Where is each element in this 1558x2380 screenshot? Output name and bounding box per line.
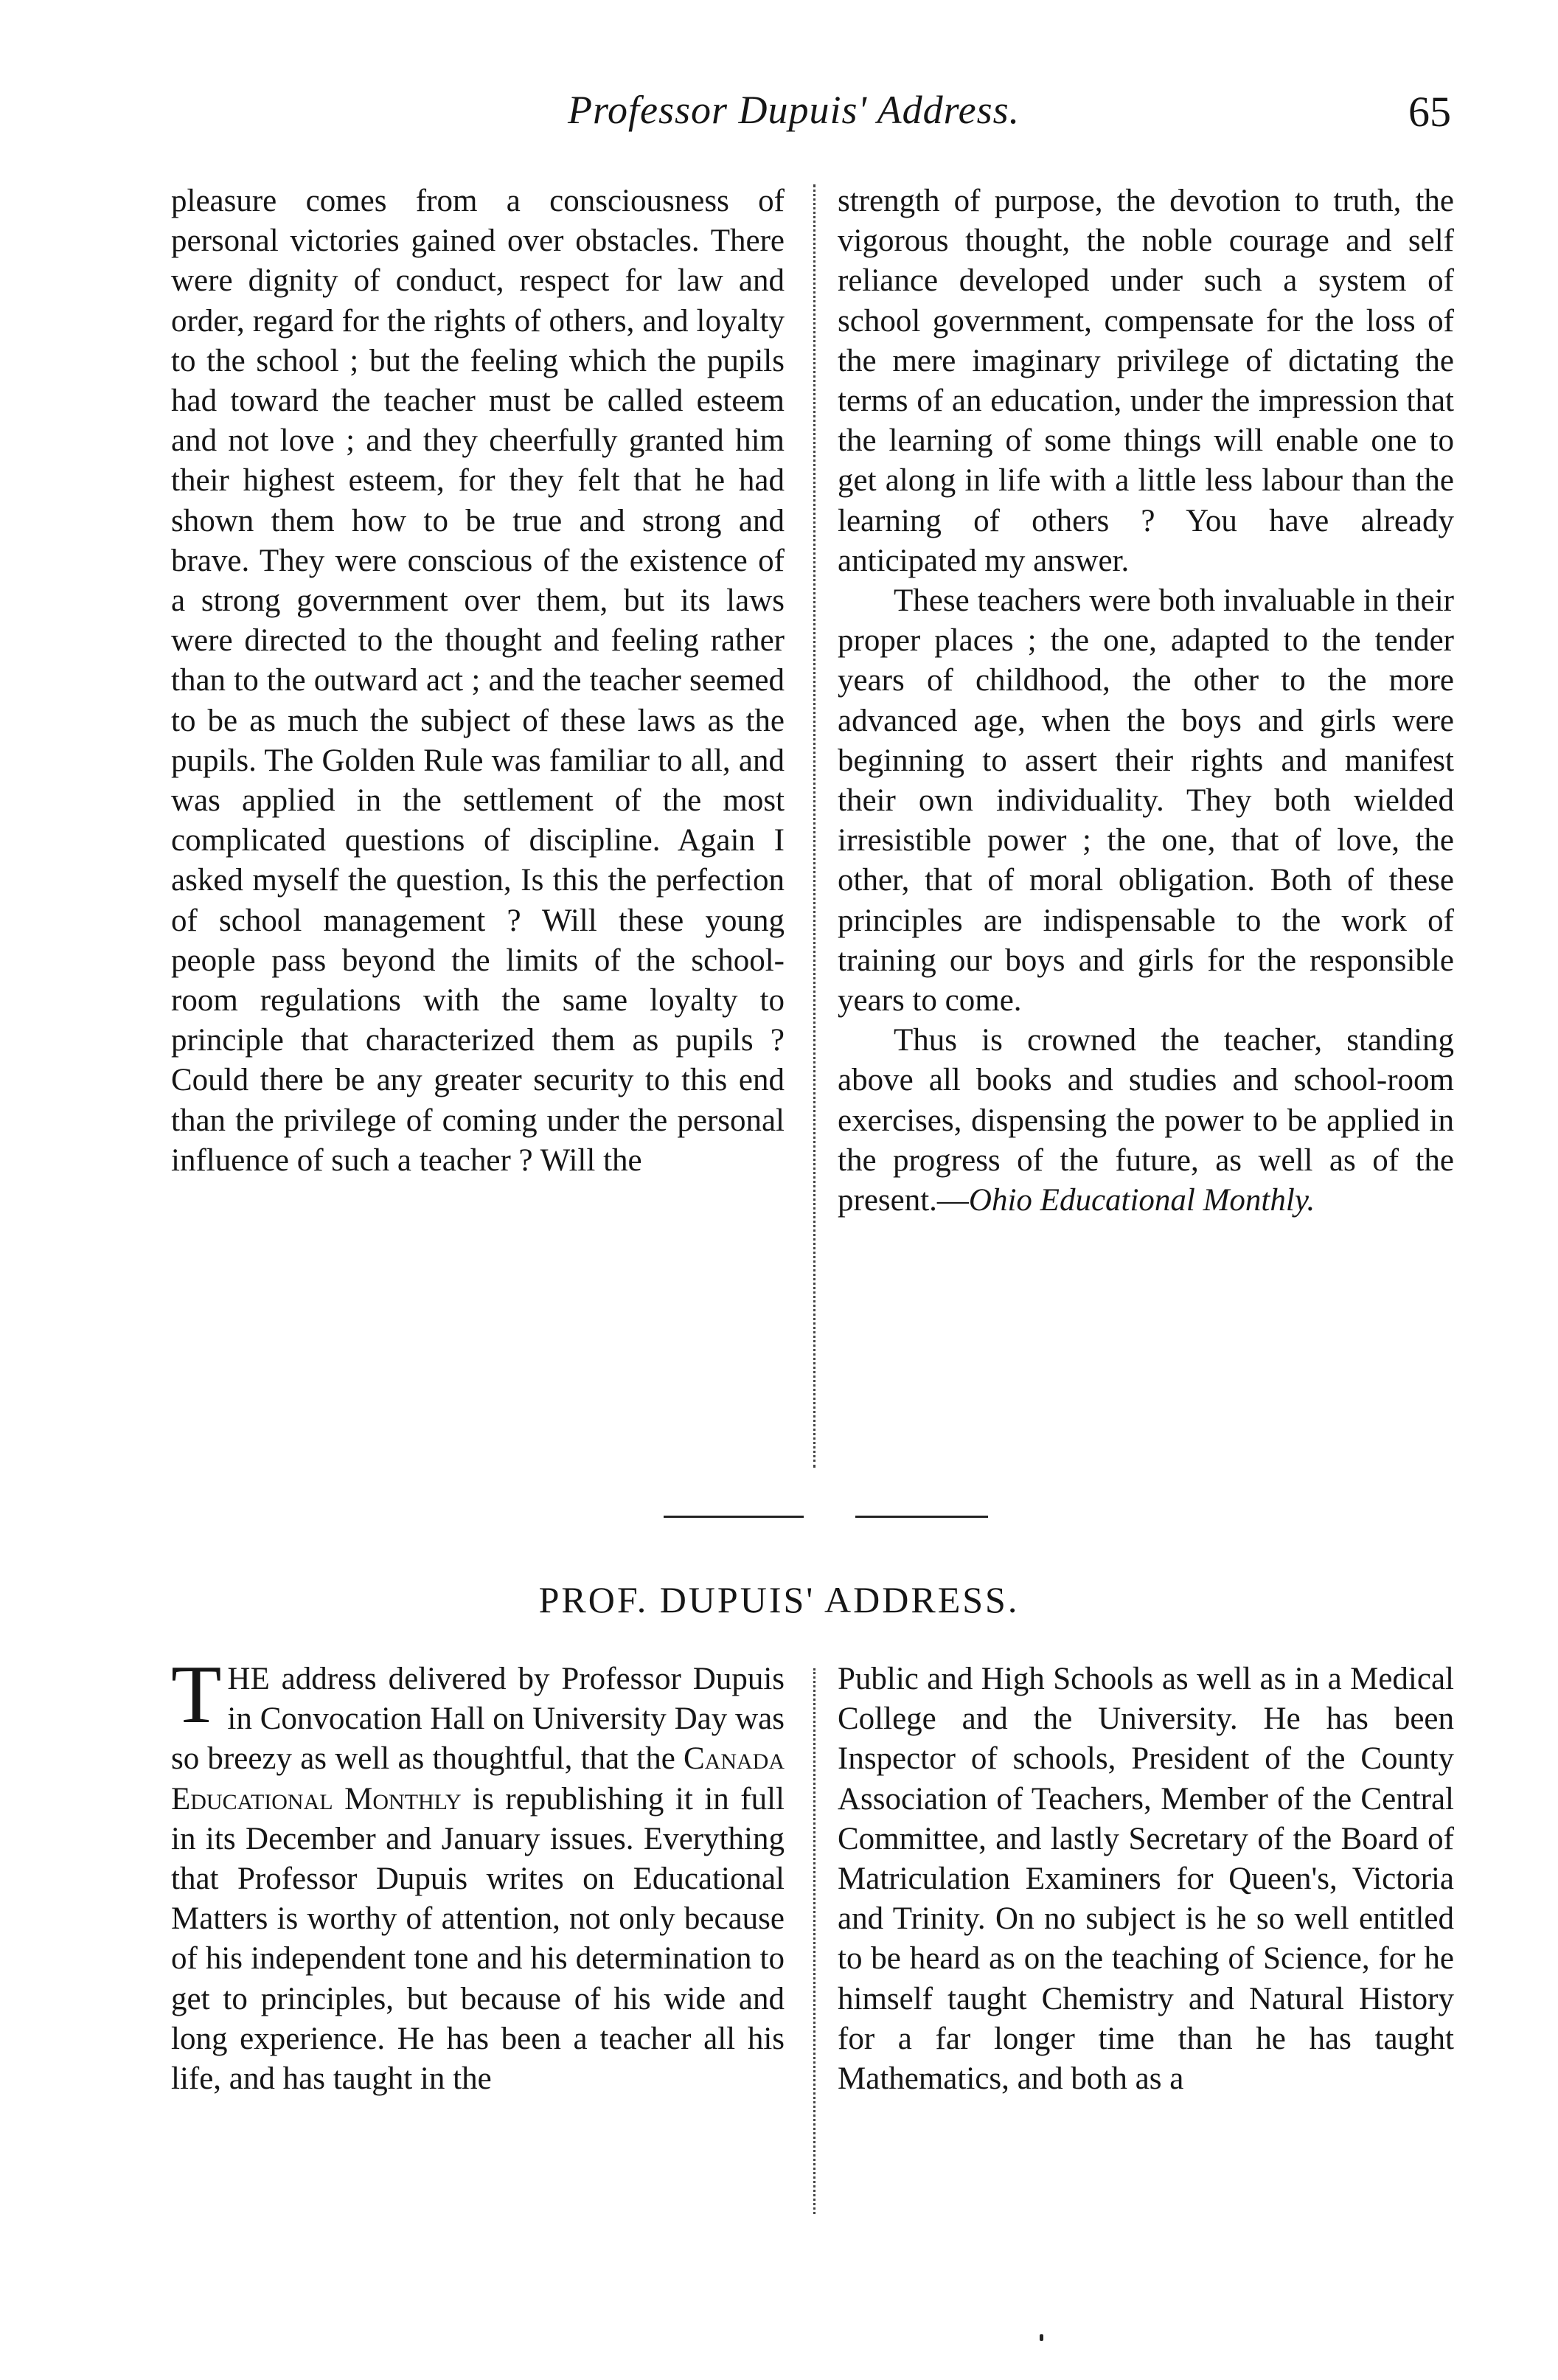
new-article-right-column [838, 1659, 1454, 2220]
paragraph-text: is republishing it in full in its December and January issues. Everything that Professor Dupuis writes on Educational Matters is worthy of attention, not only because of his independent tone and his determination to get to principles, but because of his wide and long experience. He has been a teacher all his life, and has taught in the [171, 1781, 785, 2097]
section-separator [664, 1516, 988, 1524]
running-title: Professor Dupuis' Address. [568, 88, 1020, 132]
drop-cap: T [171, 1649, 222, 1741]
continued-article-left-column [171, 181, 785, 1479]
closing-paragraph [838, 1021, 1454, 1221]
new-article-left-column [171, 1649, 785, 2220]
source-citation: Ohio Educational Monthly. [968, 1183, 1315, 1218]
column-divider [813, 184, 815, 1468]
paragraph: pleasure comes from a consciousness of personal victories gained over obstacles. There were dignity of conduct, respect for law and order, regard for the rights of others, and loyalty to the school ; but the feeling which the pupils had toward the teacher must be called esteem and not love ; and they cheerfully granted him their highest esteem, for they felt that he had shown them how to be true and strong and brave. They were conscious of the existence of a strong government over them, but its laws were directed to the thought and feeling rather than to the outward act ; and the teacher seemed to be as much the subject of these laws as the pupils. The Golden Rule was familiar to all, and was applied in the settlement of the most complicated questions of discipline. Again I asked myself the question, Is this the perfection of school management ? Will these young people pass beyond the limits of the school-room regulations with the same loyalty to principle that characterized them as pupils ? Could there be any greater security to this end than the privilege of coming under the personal influence of such a teacher ? Will the [171, 184, 785, 1178]
paragraph-text: Thus is crowned the teacher, standing above all books and studies and school-room exercises, dispensing the power to be applied in the progress of the future, as well as of the present.— [838, 1023, 1454, 1218]
paragraph: strength of purpose, the devotion to truth, the vigorous thought, the noble courage and self reliance developed under such a system of school government, compensate for the loss of the mere imaginary privilege of dictating the terms of an education, under the impression that the learning of some things will enable one to get along in life with a little less labour than the learning of others ? You have already anticipated my answer. [838, 184, 1454, 578]
running-head [0, 87, 1558, 146]
continued-article-right-column [838, 181, 1454, 1479]
paragraph-text: HE address delivered by Professor Dupuis in Convocation Hall on University Day was so breezy as well as thoughtful, that the [171, 1662, 785, 1777]
article-title: PROF. DUPUIS' ADDRESS. [538, 1579, 1020, 1620]
journal-name: Canada Educational Monthly [171, 1741, 785, 1817]
paragraph: Public and High Schools as well as in a Medical College and the University. He has been Inspector of schools, President of the County Association of Teachers, Member of the Central Committee, and lastly Secretary of the Board of Matriculation Examiners for Queen's, Victoria and Trinity. On no subject is he so well entitled to be heard as on the teaching of Science, for he himself taught Chemistry and Natural History for a far longer time than he has taught Mathematics, and both as a [838, 1662, 1454, 2097]
column-divider [813, 1668, 815, 2214]
paragraph: These teachers were both invaluable in their proper places ; the one, adapted to the tender years of childhood, the other to the more advanced age, when the boys and girls were beginning to assert their rights and manifest their own individuality. They both wielded irresistible power ; the one, that of love, the other, that of moral obligation. Both of these principles are indispensable to the work of training our boys and girls for the responsible years to come. [838, 583, 1454, 1019]
opening-paragraph [171, 1649, 785, 2099]
ink-speck [1040, 2334, 1043, 2341]
page-number: 65 [1408, 88, 1451, 136]
